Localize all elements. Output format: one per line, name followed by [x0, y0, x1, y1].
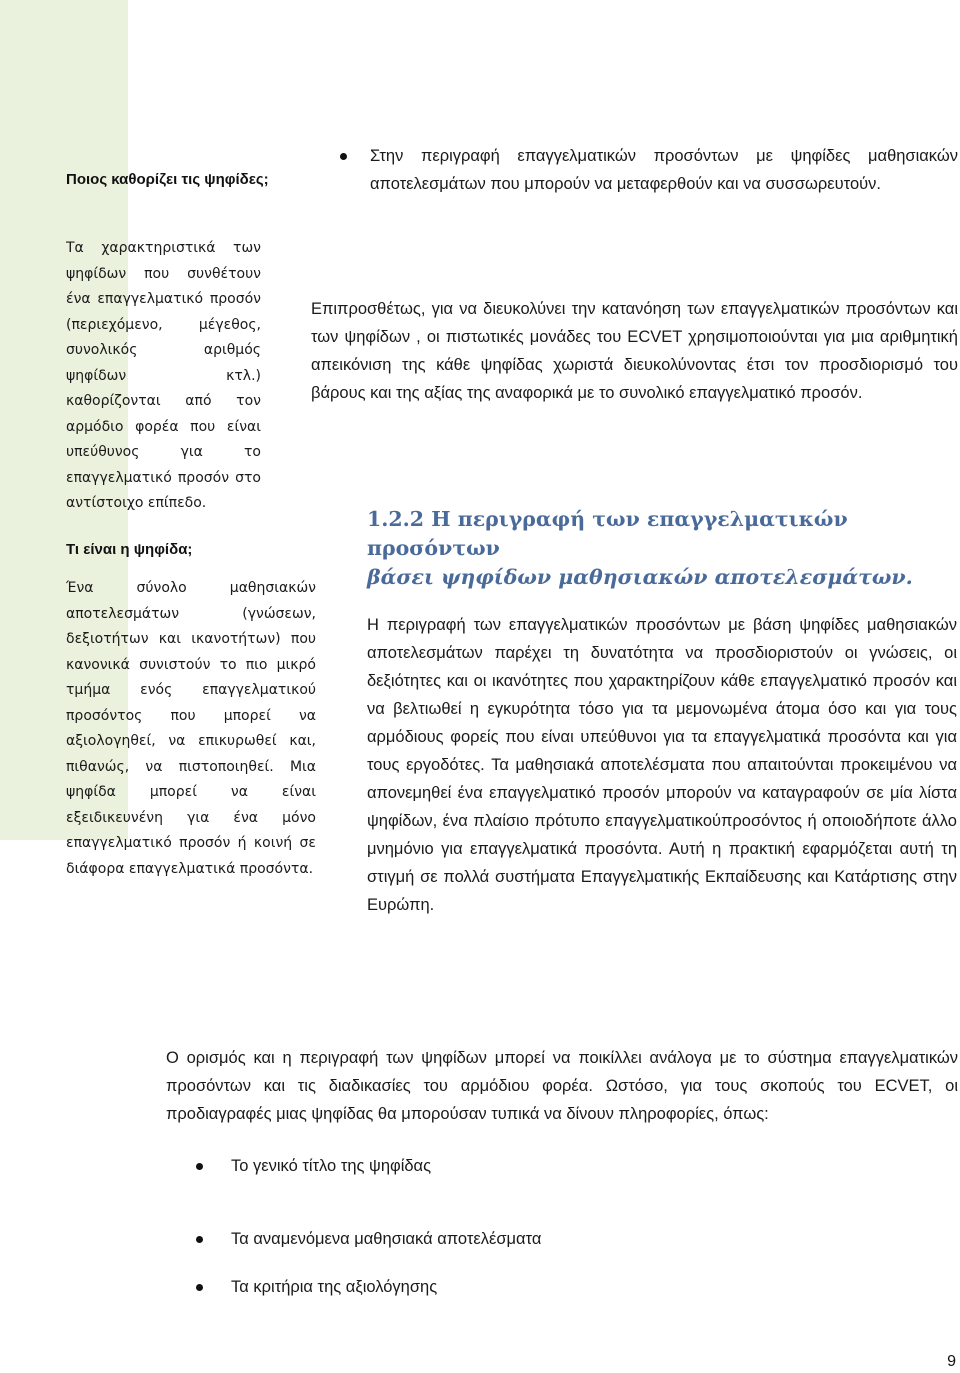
bullet-icon: [196, 1236, 203, 1243]
bullet-icon: [340, 153, 347, 160]
page-number: 9: [947, 1353, 956, 1370]
section-heading: [367, 505, 957, 592]
paragraph-ecvet-credits-text: Επιπροσθέτως, για να διευκολύνει την κατανόηση των επαγγελματικών προσόντων και των ψηφίδων , οι πιστωτικές μονάδες του ECVET χρησιμοποιούνται για μια αριθμητική απεικόνιση της κάθε ψηφίδας χωριστά διευκολύνοντας έτσι τον προσδιορισμό του βάρους και της αξίας της αναφορικά με το συνολικό επαγγελματικό προσόν.: [311, 300, 958, 402]
bullet-icon: [196, 1284, 203, 1291]
section-heading-line2: βάσει ψηφίδων μαθησιακών αποτελεσμάτων.: [367, 565, 913, 589]
sidebar-heading-who: Ποιος καθορίζει τις ψηφίδες;: [66, 171, 269, 188]
sidebar-answer-what: [66, 576, 316, 882]
sidebar-text-who: Τα χαρακτηριστικά των ψηφίδων που συνθέτουν ένα επαγγελματικό προσόν (περιεχόμενο, μέγεθος, συνολικός αριθμός ψηφίδων κτλ.) καθορίζονται από τον αρμόδιο φορέα που είναι υπεύθυνος για το επαγγελματικό προσόν στο αντίστοιχο επίπεδο.: [66, 240, 261, 511]
bullet-icon: [196, 1163, 203, 1170]
top-bullet-item: [340, 142, 958, 198]
sidebar-text-what: Ένα σύνολο μαθησιακών αποτελεσμάτων (γνώσεων, δεξιοτήτων και ικανοτήτων) που κανονικά συνιστούν το πιο μικρό τμήμα ενός επαγγελματικού προσόντος που μπορεί να αξιολογηθεί, να επικυρωθεί και, πιθανώς, να πιστοποιηθεί. Μια ψηφίδα μπορεί να είναι εξειδικευνένη για ένα μόνο επαγγελματικό προσόν ή κοινή σε διάφορα επαγγελματικά προσόντα.: [66, 580, 316, 877]
section-heading-line1: 1.2.2 Η περιγραφή των επαγγελματικών προσόντων: [367, 507, 848, 560]
sidebar-heading-what: Τι είναι η ψηφίδα;: [66, 541, 193, 558]
sidebar-question-who: [66, 166, 316, 193]
sidebar-answer-who: [66, 236, 261, 517]
top-bullet-text: Στην περιγραφή επαγγελματικών προσόντων με ψηφίδες μαθησιακών αποτελεσμάτων που μπορούν να μεταφερθούν και να συσσωρευτούν.: [370, 147, 958, 193]
paragraph-description: [367, 611, 957, 919]
paragraph-definition-text: Ο ορισμός και η περιγραφή των ψηφίδων μπορεί να ποικίλλει ανάλογα με το σύστημα επαγγελματικών προσόντων και τις διαδικασίες του αρμόδιου φορέα. Ωστόσο, για τους σκοπούς του ECVET, οι προδιαγραφές μιας ψηφίδας θα μπορούσαν τυπικά να δίνουν πληροφορίες, όπως:: [166, 1049, 958, 1123]
list-item: [196, 1225, 541, 1253]
list-item-text: Το γενικό τίτλο της ψηφίδας: [231, 1157, 432, 1175]
list-item-text: Τα κριτήρια της αξιολόγησης: [231, 1278, 438, 1296]
list-item: [196, 1152, 431, 1180]
paragraph-description-text: Η περιγραφή των επαγγελματικών προσόντων με βάση ψηφίδες μαθησιακών αποτελεσμάτων παρέχει τη δυνατότητα να προσδιοριστούν οι γνώσεις, οι δεξιότητες και οι ικανότητες που χαρακτηρίζουν κάθε επαγγελματικό προσόν και να βελτιωθεί η εγκυρότητα τόσο για τα μεμονωμένα άτομα όσο και για τους αρμόδιους φορείς που είναι υπεύθυνοι για τα επαγγελματικά προσόντα και για τους εργοδότες. Τα μαθησιακά αποτελέσματα που απαιτούνται προκειμένου να απονεμηθεί ένα επαγγελματικό προσόν μπορούν να καταγραφούν σε μία λίστα ψηφίδων, ένα πλαίσιο πρότυπο επαγγελματικούπροσόντος ή οποιοδήποτε άλλο μνημόνιο για επαγγελματικά προσόντα. Αυτή η πρακτική εφαρμόζεται αυτή τη στιγμή σε πολλά συστήματα Επαγγελματικής Εκπαίδευσης και Κατάρτισης στην Ευρώπη.: [367, 616, 957, 914]
paragraph-definition: [166, 1044, 958, 1128]
list-item-text: Τα αναμενόμενα μαθησιακά αποτελέσματα: [231, 1230, 542, 1248]
list-item: [196, 1273, 437, 1301]
sidebar-question-what: [66, 536, 316, 563]
paragraph-ecvet-credits: [311, 295, 958, 407]
